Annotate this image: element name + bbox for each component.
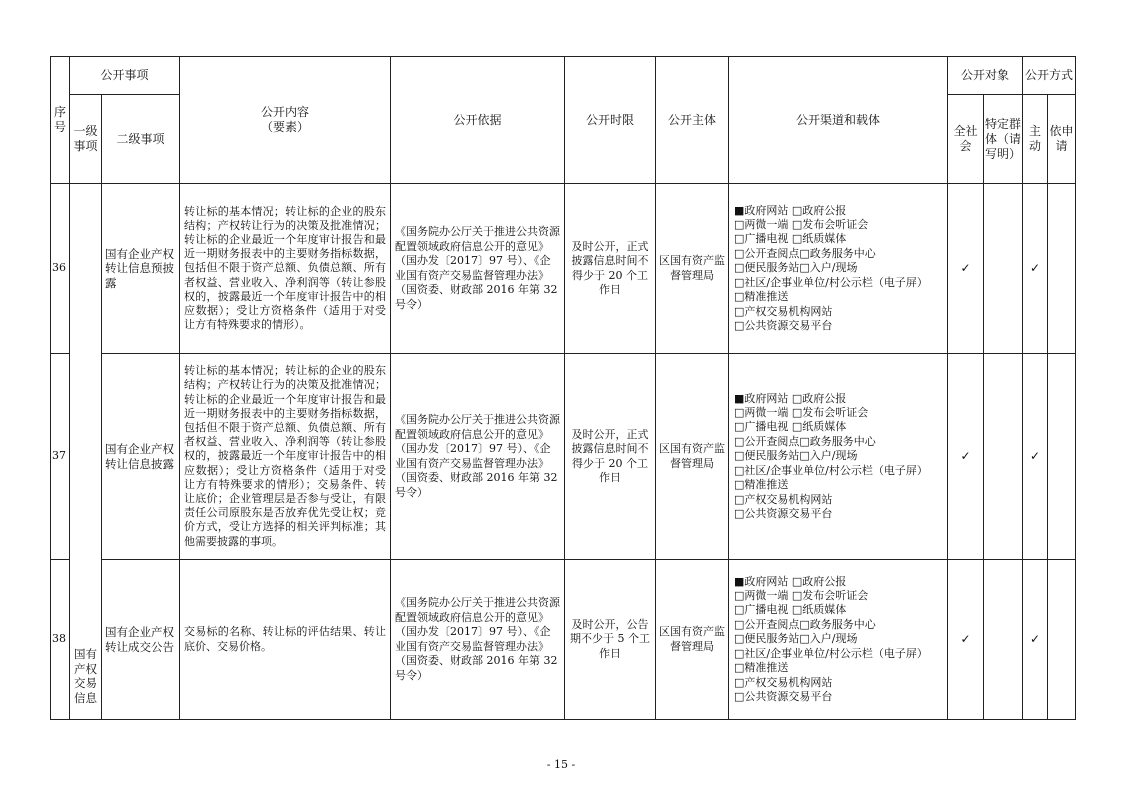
channel-line: □公共资源交易平台: [734, 689, 833, 703]
row-subject: 区国有资产监督管理局: [656, 560, 729, 720]
header-level2: 二级事项: [102, 95, 180, 184]
channel-line: □公开查阅点□政务服务中心: [734, 246, 876, 260]
row-time-limit: 及时公开，公告期不少于 5 个工作日: [565, 560, 656, 720]
row-time-limit: 及时公开，正式披露信息时间不得少于 20 个工作日: [565, 354, 656, 560]
row-time-limit: 及时公开，正式披露信息时间不得少于 20 个工作日: [565, 184, 656, 354]
table-row: [51, 354, 1076, 560]
channel-line: □社区/企事业单位/村公示栏（电子屏）: [734, 646, 928, 660]
header-method: 公开方式: [1023, 57, 1076, 95]
channel-line: □公共资源交易平台: [734, 318, 833, 332]
channel-line: □社区/企事业单位/村公示栏（电子屏）: [734, 275, 928, 289]
channel-line: □公开查阅点□政务服务中心: [734, 617, 876, 631]
channel-line: ■政府网站 □政府公报: [734, 574, 847, 588]
table-row: [51, 560, 1076, 720]
channel-line: □产权交易机构网站: [734, 675, 833, 689]
header-basis: 公开依据: [391, 57, 565, 184]
method-request-cell: [1048, 354, 1076, 560]
channel-line: □社区/企事业单位/村公示栏（电子屏）: [734, 463, 928, 477]
channel-line: □产权交易机构网站: [734, 304, 833, 318]
row-content: 转让标的基本情况；转让标的企业的股东结构；产权转让行为的决策及批准情况；转让标的企业最近一个年度审计报告和最近一期财务报表中的主要财务指标数据，包括但不限于资产总额、负债总额、所有者权益、营业收入、净利润等（转让参股权的，披露最近一个年度审计报告中的相应数据）；受让方资格条件（适用于对受让方有特殊要求的情形）；交易条件、转让底价；企业管理层是否参与受让，有限责任公司原股东是否放弃优先受让权；竞价方式，受让方选择的相关评判标准；其他需要披露的事项。: [180, 354, 391, 560]
header-subject: 公开主体: [656, 57, 729, 184]
row-level2: 国有企业产权转让信息预披露: [102, 184, 180, 354]
method-request-cell: [1048, 184, 1076, 354]
channel-line: ■政府网站 □政府公报: [734, 391, 847, 405]
header-level1: 一级事项: [70, 95, 102, 184]
channel-line: □广播电视 □纸质媒体: [734, 603, 847, 617]
header-seq: 序号: [51, 57, 70, 184]
audience-specific-cell: [984, 354, 1023, 560]
audience-specific-cell: [984, 184, 1023, 354]
header-audience-specific: 特定群体（请写明）: [984, 95, 1023, 184]
row-content: 交易标的名称、转让标的评估结果、转让底价、交易价格。: [180, 560, 391, 720]
header-channel: 公开渠道和载体: [729, 57, 948, 184]
header-content: [180, 57, 391, 184]
channel-line: □便民服务站□入户/现场: [734, 632, 858, 646]
row-level2: 国有企业产权转让信息披露: [102, 354, 180, 560]
disclosure-table-sheet: [50, 56, 1075, 720]
row-content: 转让标的基本情况；转让标的企业的股东结构；产权转让行为的决策及批准情况；转让标的企业最近一个年度审计报告和最近一期财务报表中的主要财务指标数据，包括但不限于资产总额、负债总额、所有者权益、营业收入、净利润等（转让参股权的，披露最近一个年度审计报告中的相应数据）；受让方资格条件（适用于对受让方有特殊要求的情形）。: [180, 184, 391, 354]
channel-line: □广播电视 □纸质媒体: [734, 420, 847, 434]
channel-line: □精准推送: [734, 290, 789, 304]
row-channels: [729, 184, 948, 354]
row-index: 37: [51, 354, 70, 560]
header-public-items: 公开事项: [70, 57, 180, 95]
channel-line: □便民服务站□入户/现场: [734, 261, 858, 275]
channel-line: □公共资源交易平台: [734, 506, 833, 520]
checkmark-icon-audience-all: ✓: [948, 354, 984, 560]
row-index: 38: [51, 560, 70, 720]
row-subject: 区国有资产监督管理局: [656, 354, 729, 560]
method-request-cell: [1048, 560, 1076, 720]
disclosure-table: [50, 56, 1076, 720]
checkmark-icon-audience-all: ✓: [948, 184, 984, 354]
channel-line: □精准推送: [734, 478, 789, 492]
channel-line: □两微一端 □发布会听证会: [734, 406, 869, 420]
level1-category: 国有产权交易信息: [70, 184, 102, 720]
row-channels: [729, 354, 948, 560]
header-time-limit: 公开时限: [565, 57, 656, 184]
row-index: 36: [51, 184, 70, 354]
header-content-subtitle: （要素）: [261, 120, 310, 134]
header-audience: 公开对象: [948, 57, 1023, 95]
row-channels: [729, 560, 948, 720]
header-method-active: 主动: [1023, 95, 1048, 184]
checkmark-icon-method-active: ✓: [1023, 354, 1048, 560]
header-content-title: 公开内容: [261, 105, 310, 119]
checkmark-icon-method-active: ✓: [1023, 560, 1048, 720]
channel-line: □精准推送: [734, 661, 789, 675]
audience-specific-cell: [984, 560, 1023, 720]
channel-line: □两微一端 □发布会听证会: [734, 589, 869, 603]
channel-line: □公开查阅点□政务服务中心: [734, 434, 876, 448]
channel-line: ■政府网站 □政府公报: [734, 203, 847, 217]
channel-line: □两微一端 □发布会听证会: [734, 218, 869, 232]
channel-line: □广播电视 □纸质媒体: [734, 232, 847, 246]
table-row: [51, 184, 1076, 354]
row-subject: 区国有资产监督管理局: [656, 184, 729, 354]
channel-line: □便民服务站□入户/现场: [734, 449, 858, 463]
checkmark-icon-method-active: ✓: [1023, 184, 1048, 354]
header-audience-all: 全社会: [948, 95, 984, 184]
row-basis: 《国务院办公厅关于推进公共资源配置领域政府信息公开的意见》（国办发〔2017〕97 号）、《企业国有资产交易监督管理办法》（国资委、财政部 2016 年第 32 号令）: [391, 184, 565, 354]
row-basis: 《国务院办公厅关于推进公共资源配置领域政府信息公开的意见》（国办发〔2017〕97 号）、《企业国有资产交易监督管理办法》（国资委、财政部 2016 年第 32 号令）: [391, 354, 565, 560]
row-level2: 国有企业产权转让成交公告: [102, 560, 180, 720]
checkmark-icon-audience-all: ✓: [948, 560, 984, 720]
page-number: - 15 -: [546, 758, 576, 771]
header-method-request: 依申请: [1048, 95, 1076, 184]
row-basis: 《国务院办公厅关于推进公共资源配置领域政府信息公开的意见》（国办发〔2017〕97 号）、《企业国有资产交易监督管理办法》（国资委、财政部 2016 年第 32 号令）: [391, 560, 565, 720]
channel-line: □产权交易机构网站: [734, 492, 833, 506]
